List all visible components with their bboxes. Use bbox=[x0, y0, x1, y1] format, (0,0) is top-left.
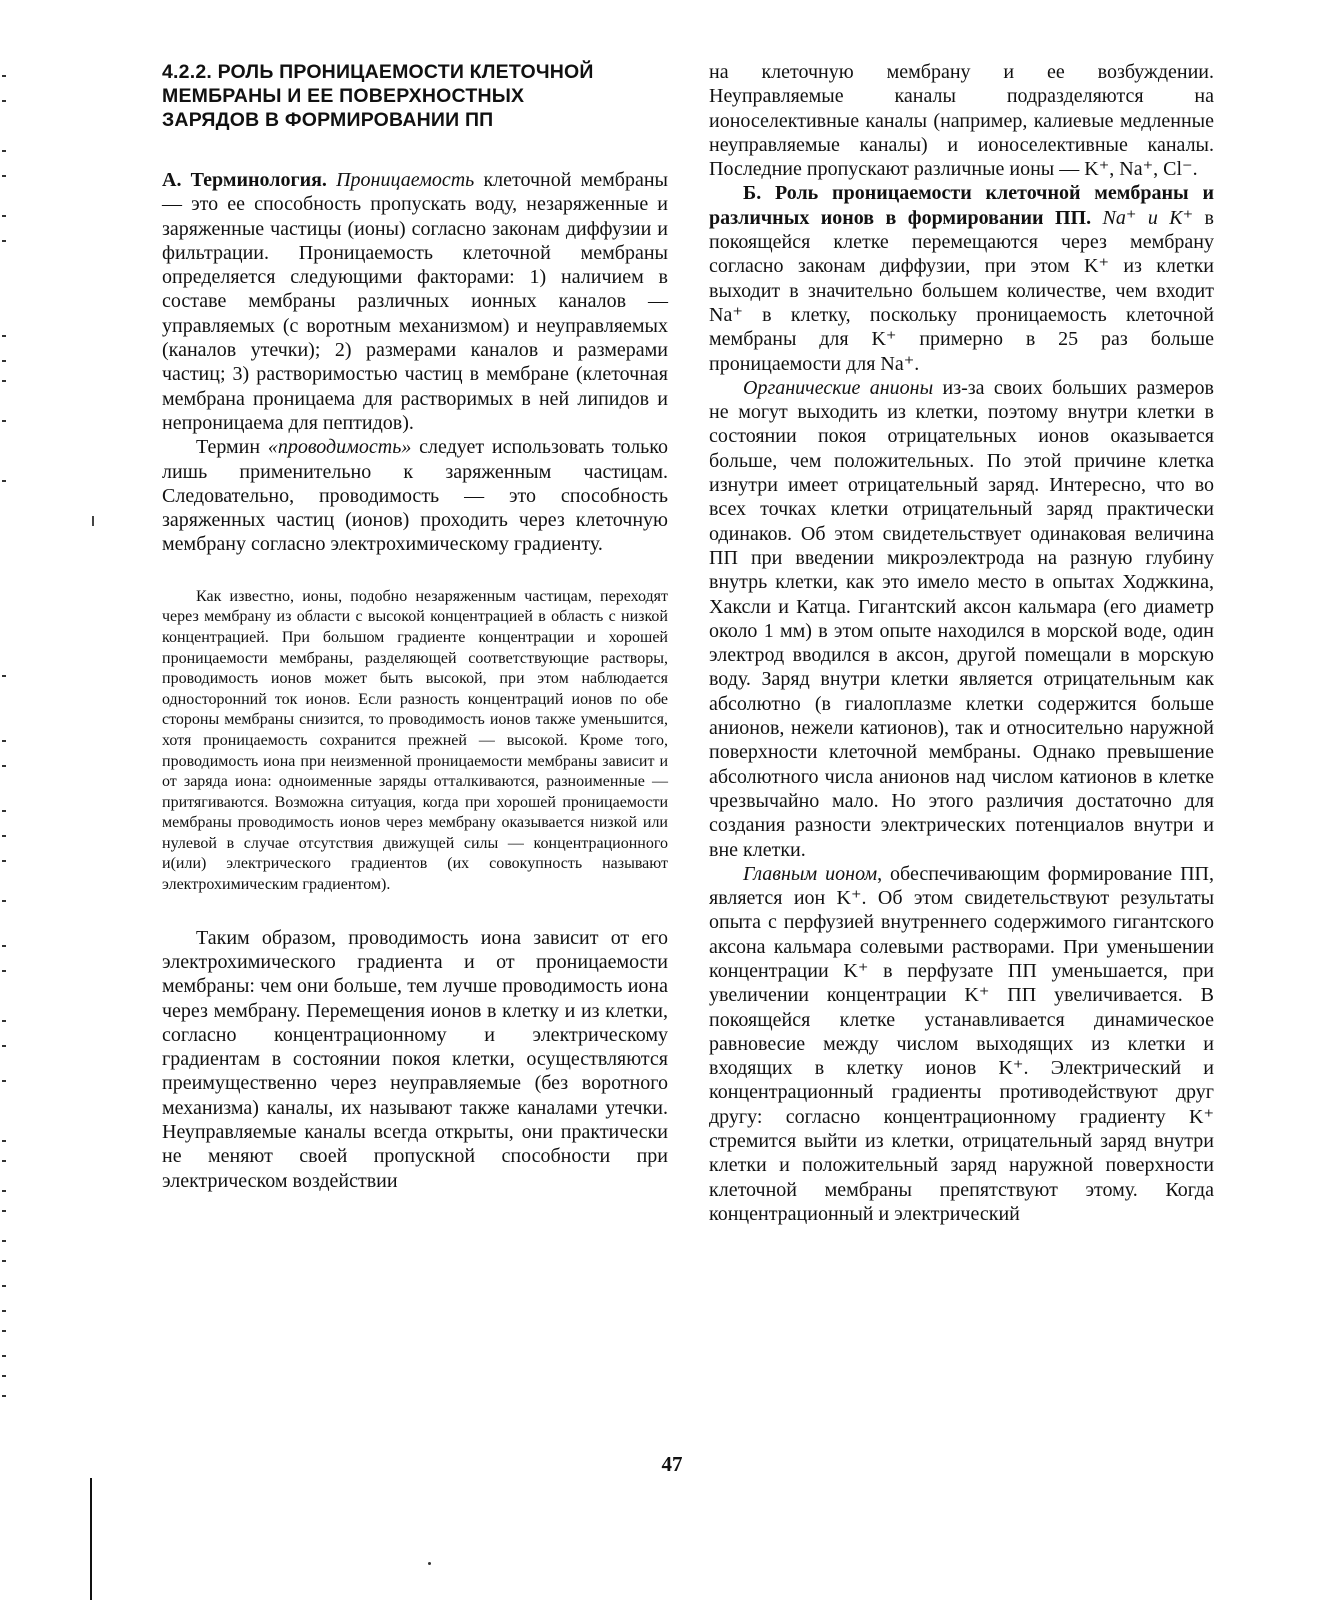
role-text: в покоящейся клетке перемещаются через мембрану согласно законам диффузии, при этом K⁺ из клетки выходит в значительно большем количестве, чем входит Na⁺ в клетку, поскольку проницаемость клеточной мембраны для K⁺ примерно в 25 раз больше проницаемости для Na⁺. bbox=[709, 206, 1215, 375]
left-margin-marks bbox=[0, 0, 12, 1600]
paragraph-main-ion bbox=[709, 862, 1214, 1226]
scan-speck bbox=[428, 1562, 431, 1565]
paragraph-summary: Таким образом, проводимость иона зависит от его электрохимического градиента и от проницаемости мембраны: чем они больше, тем лучше проводимость иона через мембрану. Перемещения ионов в клетку и из клетки, согласно концентрационному и электрическому градиентам в состоянии покоя клетки, осуществляются преимущественно через неуправляемые (без воротного механизма) каналы, их называют также каналами утечки. Неуправляемые каналы всегда открыты, они практически не меняют своей пропускной способности при электрическом воздействии bbox=[162, 926, 668, 1192]
term-organic-anions: Органические анионы bbox=[743, 376, 934, 399]
small-print-note: Как известно, ионы, подобно незаряженным частицам, переходят через мембрану из области с высокой концентрацией в область с низкой концентрацией. При большом градиенте концентрации и хорошей проницаемости мембраны, разделяющей соответствующие растворы, проводимость ионов может быть высокой, при этом наблюдается односторонний ток ионов. Если разность концентраций ионов по обе стороны мембраны снизится, то проводимость ионов также уменьшится, хотя проницаемость сохранится прежней — высокой. Кроме того, проводимость иона при неизменной проницаемости мембраны зависит и от заряда иона: одноименные заряды отталкиваются, разноименные — притягиваются. Возможна ситуация, когда при хорошей проницаемости мембраны проводимость ионов через мембрану оказывается низкой или нулевой в случае отсутствия движущей силы — концентрационного и(или) электрического градиентов (их совокупность называют электрохимическим градиентом). bbox=[162, 587, 668, 894]
conductance-text: следует использовать только лишь применительно к заряженным частицам. Следовательно, проводимость — это способность заряженных частиц (ионов) проходить через клеточную мембрану согласно электрохимическому градиенту. bbox=[162, 436, 668, 556]
subsection-b-title: Б. Роль проницаемости клеточной мембраны и различных ионов в формировании ПП. bbox=[709, 182, 1214, 229]
page-number: 47 bbox=[661, 1452, 683, 1476]
right-column bbox=[709, 60, 1214, 1226]
paragraph-role-of-permeability bbox=[709, 181, 1214, 375]
terminology-text: клеточной мембраны — это ее способность пропускать воду, незаряженные и заряженные частицы (ионы) согласно законам диффузии и фильтрации. Проницаемость клеточной мембраны определяется следующими факторами: 1) наличием в составе мембраны различных ионных каналов — управляемых (с воротным механизмом) и неуправляемых (каналов утечки); 2) размерами каналов и размерами частиц; 3) растворимостью частиц в мембране (клеточная мембрана проницаема для растворимых в ней липидов и непроницаема для пептидов). bbox=[162, 169, 668, 434]
scan-binding-line bbox=[90, 1478, 92, 1600]
paragraph-organic-anions bbox=[709, 376, 1214, 862]
term-main-ion: Главным ионом bbox=[743, 862, 878, 885]
paragraph-terminology bbox=[162, 168, 668, 435]
heading-line-3: ЗАРЯДОВ В ФОРМИРОВАНИИ ПП bbox=[162, 109, 494, 131]
scan-tick-mark bbox=[92, 516, 94, 526]
main-ion-text: , обеспечивающим формирование ПП, является ион K⁺. Об этом свидетельствуют результаты опыта с перфузией внутреннего содержимого гигантского аксона кальмара солевыми растворами. При уменьшении концентрации K⁺ в перфузате ПП уменьшается, при увеличении концентрации K⁺ ПП увеличивается. В покоящейся клетке устанавливается динамическое равновесие между числом выходящих из клетки и входящих в клетку ионов K⁺. Электрический и концентрационный градиенты противодействуют друг другу: согласно концентрационному градиенту K⁺ стремится выйти из клетки, отрицательный заряд внутри клетки и положительный заряд наружной поверхности клеточной мембраны препятствуют этому. Когда концентрационный и электрический bbox=[709, 862, 1214, 1225]
heading-line-2: МЕМБРАНЫ И ЕЕ ПОВЕРХНОСТНЫХ bbox=[162, 85, 525, 107]
ions-na-k: Na⁺ и K⁺ bbox=[1102, 206, 1194, 229]
term-permeability: Проницаемость bbox=[336, 169, 475, 191]
paragraph-continuation: на клеточную мембрану и ее возбуждении. Неуправляемые каналы подразделяются на ионоселективные каналы (например, калиевые медленные неуправляемые каналы) и ионоселективные каналы. Последние пропускают различные ионы — K⁺, Na⁺, Cl⁻. bbox=[709, 61, 1214, 181]
paragraph-conductance bbox=[162, 435, 668, 556]
heading-line-1: 4.2.2. РОЛЬ ПРОНИЦАЕМОСТИ КЛЕТОЧНОЙ bbox=[162, 61, 594, 83]
section-heading bbox=[162, 60, 652, 132]
conductance-intro: Термин bbox=[196, 436, 268, 459]
subsection-a-title: А. Терминология. bbox=[162, 169, 327, 191]
organic-anions-text: из-за своих больших размеров не могут выходить из клетки, поэтому внутри клетки в состоянии покоя отрицательных ионов оказывается больше, чем положительных. По этой причине клетка изнутри имеет отрицательный заряд. Интересно, что во всех точках клетки отрицательный заряд практически одинаков. Об этом свидетельствует одинаковая величина ПП при введении микроэлектрода на разную глубину внутрь клетки, как это имело место в опытах Ходжкина, Хаксли и Катца. Гигантский аксон кальмара (его диаметр около 1 мм) в этом опыте находился в морской воде, один электрод вводился в аксон, другой помещали в морскую воду. Заряд внутри клетки является отрицательным как абсолютно (в гиалоплазме клетки содержится больше анионов, нежели катионов), так и относительно наружной поверхности клеточной мембраны. Однако превышение абсолютного числа анионов над числом катионов в клетке чрезвычайно мало. Но этого различия достаточно для создания разности электрических потенциалов внутри и вне клетки. bbox=[709, 376, 1214, 861]
term-conductance: «проводимость» bbox=[267, 436, 412, 459]
left-column bbox=[162, 60, 668, 1193]
